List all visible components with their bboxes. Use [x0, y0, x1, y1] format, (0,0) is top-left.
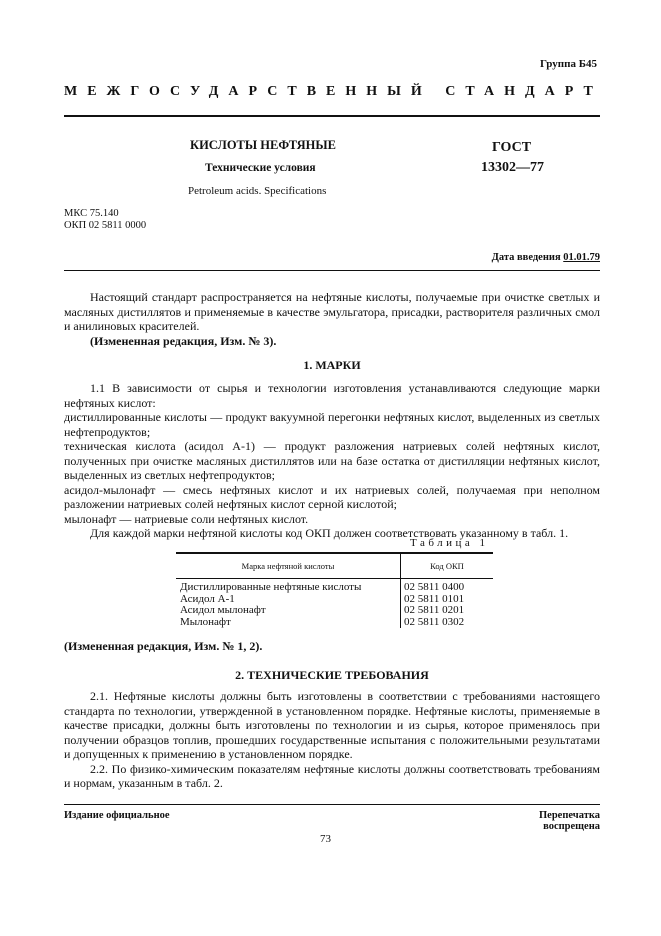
section1-paragraph: асидол-мылонафт — смесь нефтяных кислот и их натриевых солей, получаемая при неполном разложении натриевых солей нефтяных кислот серной кислотой; — [64, 482, 600, 511]
table-row — [176, 579, 493, 594]
table1-caption: Таблица 1 — [410, 537, 489, 549]
section1-body — [64, 381, 600, 541]
section1-paragraph: 1.1 В зависимости от сырья и технологии изготовления устанавливаются следующие марки нефтяных кислот: — [64, 381, 600, 410]
effective-date-label: Дата введения — [491, 252, 564, 263]
intro-block — [64, 290, 600, 348]
table1-revision: (Измененная редакция, Изм. № 1, 2). — [64, 639, 263, 653]
gost-number: 13302—77 — [481, 160, 544, 175]
okp-code: ОКП 02 5811 0000 — [64, 220, 147, 231]
classification-codes — [64, 208, 146, 232]
section1-paragraph: дистиллированные кислоты — продукт вакуумной перегонки нефтяных кислот, выделенных из светлых нефтепродуктов; — [64, 410, 600, 439]
table-cell-grade: Асидол мылонафт — [180, 604, 266, 616]
document-subtitle: Технические условия — [205, 162, 316, 174]
official-edition: Издание официальное — [64, 810, 170, 821]
table-header-grade: Марка нефтяной кислоты — [176, 553, 401, 579]
section1-heading: 1. МАРКИ — [303, 358, 361, 372]
date-rule — [64, 270, 600, 271]
intro-revision: (Измененная редакция, Изм. № 3). — [90, 333, 277, 348]
table-row — [176, 605, 493, 617]
group-code: Группа Б45 — [540, 58, 597, 70]
gost-label: ГОСТ — [492, 140, 532, 155]
effective-date — [420, 252, 600, 263]
table-cell-okp: 02 5811 0201 — [401, 605, 494, 617]
table-cell-grade: Асидол А-1 — [180, 592, 235, 605]
english-title: Petroleum acids. Specifications — [188, 185, 327, 197]
document-title: КИСЛОТЫ НЕФТЯНЫЕ — [190, 138, 336, 152]
table-row — [176, 617, 493, 629]
interstate-standard-heading: МЕЖГОСУДАРСТВЕННЫЙ СТАНДАРТ — [64, 84, 603, 99]
table-header-okp: Код ОКП — [401, 553, 494, 579]
effective-date-value: 01.01.79 — [563, 252, 600, 263]
section1-paragraph: техническая кислота (асидол А-1) — продукт разложения натриевых солей нефтяных кислот, полученных при очистке масляных дистиллятов или на базе остатка от дистилляции нефтяных кислот, выделенных из светлых нефтепродуктов; — [64, 439, 600, 482]
table-cell-okp: 02 5811 0101 — [401, 594, 494, 606]
footer-rule — [64, 804, 600, 805]
table-cell-okp: 02 5811 0400 — [401, 579, 494, 594]
mks-code: МКС 75.140 — [64, 208, 119, 219]
section2-heading: 2. ТЕХНИЧЕСКИЕ ТРЕБОВАНИЯ — [235, 668, 429, 682]
page-number: 73 — [320, 833, 331, 845]
header-rule — [64, 115, 600, 117]
table1 — [176, 552, 493, 628]
table-cell-okp: 02 5811 0302 — [401, 617, 494, 629]
table-cell-grade: Дистиллированные нефтяные кислоты — [180, 581, 362, 593]
section2-body — [64, 689, 600, 791]
table-cell-grade: Мылонафт — [180, 615, 231, 628]
table-header-row — [176, 553, 493, 579]
section2-paragraph: 2.2. По физико-химическим показателям нефтяные кислоты должны соответствовать требованиям и нормам, указанным в табл. 2. — [64, 761, 600, 790]
section2-paragraph: 2.1. Нефтяные кислоты должны быть изготовлены в соответствии с требованиями настоящего стандарта по технологии, утвержденной в установленном порядке. Нефтяные кислоты, применяемые в качестве присадки, должны быть изготовлены по технологии и из сырья, которое применялось при получении образцов топлив, прошедших государственные испытания с положительными результатами и допущенных к применению в установленном порядке. — [64, 689, 600, 761]
reprint-prohibited: Перепечатка воспрещена — [539, 810, 600, 832]
intro-paragraph: Настоящий стандарт распространяется на нефтяные кислоты, получаемые при очистке светлых и масляных дистиллятов и применяемые в качестве эмульгатора, присадки, растворителя различных смол и анилиновых красителей. — [64, 290, 600, 333]
section1-paragraph: Для каждой марки нефтяной кислоты код ОКП должен соответствовать указанному в табл. 1. — [90, 526, 569, 540]
section1-paragraph: мылонафт — натриевые соли нефтяных кислот. — [64, 511, 309, 526]
